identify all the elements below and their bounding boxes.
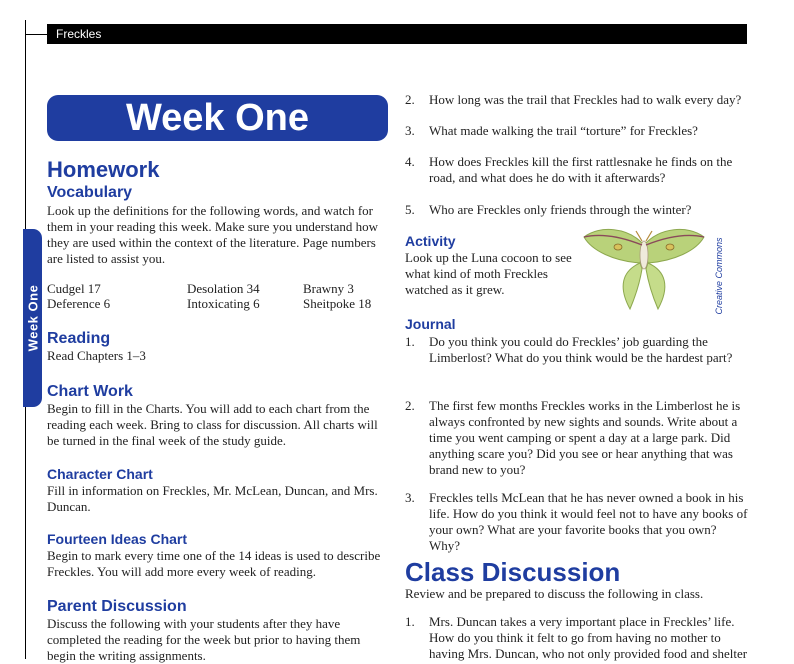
image-credit-text: Creative Commons [714, 237, 724, 315]
running-header [47, 24, 747, 44]
parent-discussion-section [47, 598, 382, 664]
vocab-word: Deference 6 [47, 296, 111, 311]
vocabulary-instructions: Look up the definitions for the following words, and watch for them in your reading this week. Make sure you understand how they are used within the context of the literature. Page numbers are listed to assist you. [47, 203, 379, 266]
question-text: Who are Freckles only friends through the winter? [429, 202, 692, 217]
character-chart-heading: Character Chart [47, 466, 153, 482]
fourteen-ideas-heading: Fourteen Ideas Chart [47, 531, 188, 547]
class-discussion-number: 1. [405, 614, 415, 629]
vocabulary-section [47, 184, 382, 202]
image-credit [712, 236, 726, 316]
vocab-word: Cudgel 17 [47, 281, 101, 296]
journal-text: Do you think you could do Freckles’ job guarding the Limberlost? What do you think would be the hardest part? [429, 334, 733, 365]
journal-text: Freckles tells McLean that he has never owned a book in his life. How do you think it would feel not to have any books of your own? What are your favorite books that you own? Why? [429, 490, 748, 553]
book-title: Freckles [56, 27, 102, 41]
vocab-word: Intoxicating 6 [187, 296, 260, 311]
week-side-tab [23, 229, 42, 407]
parent-discussion-text: Discuss the following with your students after they have completed the reading for the week but prior to having them begin the writing assignments. [47, 616, 361, 663]
fourteen-ideas-text: Begin to mark every time one of the 14 ideas is used to describe Freckles. You will add more every week of reading. [47, 548, 381, 579]
class-discussion-heading: Class Discussion [405, 557, 621, 587]
vocabulary-text [47, 203, 382, 267]
question-number: 4. [405, 154, 415, 169]
journal-number: 3. [405, 490, 415, 505]
homework-section [47, 158, 382, 182]
question-text: What made walking the trail “torture” for Freckles? [429, 123, 698, 138]
reading-section [47, 330, 382, 364]
parent-discussion-heading: Parent Discussion [47, 598, 187, 615]
character-chart-section [47, 466, 382, 515]
homework-heading: Homework [47, 157, 160, 182]
journal-text: The first few months Freckles works in the Limberlost he is always confronted by new sights and sounds. Write about a time you went camping or spent a day at a large park. Did anything scare you? Did you see or hear anything that was brand new to you? [429, 398, 741, 477]
journal-heading: Journal [405, 316, 456, 332]
class-discussion-intro: Review and be prepared to discuss the following in class. [405, 586, 704, 601]
activity-text: Look up the Luna cocoon to see what kind of moth Freckles watched as it grew. [405, 250, 572, 297]
page-edge-tick [25, 34, 47, 35]
chart-work-text: Begin to fill in the Charts. You will add to each chart from the reading each week. Bring to class for discussion. All charts will be turned in the final week of the study guide. [47, 401, 378, 448]
luna-moth-image [578, 225, 710, 317]
vocab-word: Sheitpoke 18 [303, 296, 372, 311]
question-text: How does Freckles kill the first rattlesnake he finds on the road, and what does he do with it afterwards? [429, 154, 733, 185]
vocab-word: Desolation 34 [187, 281, 260, 296]
journal-number: 2. [405, 398, 415, 413]
vocabulary-heading: Vocabulary [47, 184, 133, 201]
luna-moth-icon [584, 229, 704, 309]
question-number: 3. [405, 123, 415, 138]
question-number: 2. [405, 92, 415, 107]
journal-section [405, 316, 750, 333]
activity-section [405, 233, 575, 298]
fourteen-ideas-section [47, 531, 382, 580]
journal-number: 1. [405, 334, 415, 349]
question-number: 5. [405, 202, 415, 217]
activity-heading: Activity [405, 233, 456, 249]
class-discussion-section [405, 558, 750, 602]
week-banner: Week One [47, 95, 388, 141]
character-chart-text: Fill in information on Freckles, Mr. McLean, Duncan, and Mrs. Duncan. [47, 483, 378, 514]
question-text: How long was the trail that Freckles had to walk every day? [429, 92, 742, 107]
class-discussion-text: Mrs. Duncan takes a very important place in Freckles’ life. How do you think it felt to go from having no mother to having Mrs. Duncan, who not only provided food and shelter [429, 614, 748, 661]
reading-heading: Reading [47, 330, 111, 347]
vocab-word: Brawny 3 [303, 281, 354, 296]
reading-text: Read Chapters 1–3 [47, 348, 146, 363]
chart-work-heading: Chart Work [47, 383, 133, 400]
side-tab-label: Week One [25, 284, 40, 352]
chart-work-section [47, 383, 382, 449]
